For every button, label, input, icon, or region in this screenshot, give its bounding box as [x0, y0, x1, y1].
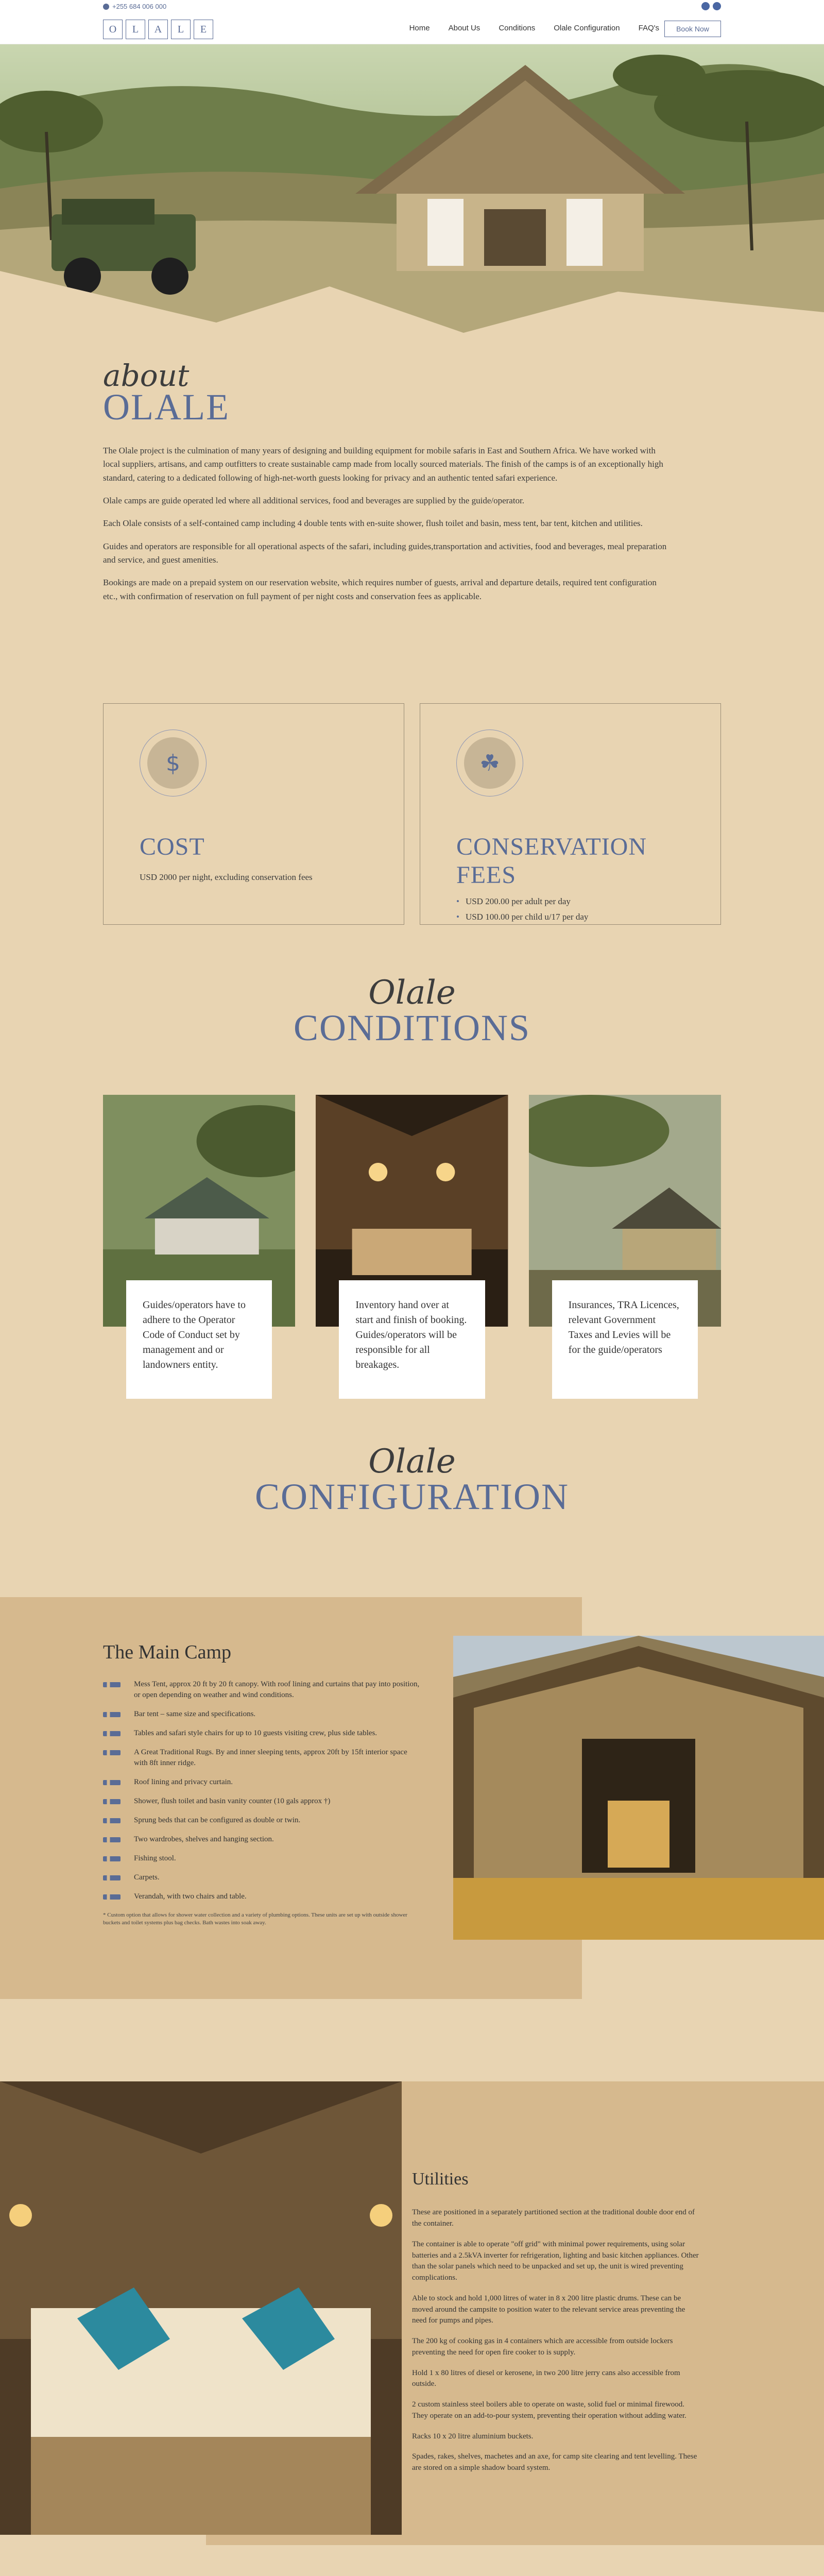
configuration-heading [0, 1445, 824, 1515]
nav-about[interactable]: About Us [448, 24, 480, 32]
conditions-list [103, 1095, 721, 1399]
hero-illustration [0, 44, 824, 333]
bedroom-photo [0, 2081, 402, 2535]
pricing-cards [103, 703, 721, 925]
utilities-title: Utilities [412, 2170, 469, 2189]
main-camp-item: Fishing stool. [103, 1853, 422, 1864]
cost-card [103, 703, 404, 925]
topbar [0, 0, 824, 12]
main-camp-item: A Great Traditional Rugs. By and inner sleeping tents, approx 20ft by 15ft interior space with 8ft inner ridge. [103, 1747, 422, 1769]
utilities-paragraph: Spades, rakes, shelves, machetes and an axe, for camp site clearing and tent levelling. These are stored on a simple shadow board system. [412, 2452, 697, 2472]
condition-card [316, 1095, 508, 1399]
nav-conditions[interactable]: Conditions [499, 24, 536, 32]
main-camp-item: Sprung beds that can be configured as double or twin. [103, 1815, 422, 1826]
hand-leaf-icon: ☘ [456, 730, 523, 796]
utilities-paragraph: The container is able to operate "off grid" with minimal power requirements, using solar batteries and a 2.5kVA inverter for refrigeration, lighting and basic kitchen appliances. Other than the solar panels which need to be unpacked and set up, the unit is wired preventing complications. [412, 2240, 699, 2282]
phone-link[interactable] [103, 3, 166, 10]
utilities-paragraph: These are positioned in a separately partitioned section at the traditional double door end of the container. [412, 2208, 695, 2228]
about-script-heading: about [103, 358, 190, 393]
cost-text: USD 2000 per night, excluding conservation fees [140, 872, 313, 882]
about-paragraph: Each Olale consists of a self-contained camp including 4 double tents with en-suite shower, flush toilet and basin, mess tent, bar tent, kitchen and utilities. [103, 518, 643, 529]
main-camp-item: Two wardrobes, shelves and hanging section. [103, 1834, 422, 1845]
main-camp-photo [453, 1636, 824, 1940]
main-camp-item: Tables and safari style chairs for up to 10 guests visiting crew, plus side tables. [103, 1728, 422, 1739]
main-camp-section [103, 1641, 422, 1927]
condition-note: Guides/operators have to adhere to the Operator Code of Conduct set by management and or landowners entity. [126, 1280, 272, 1399]
main-camp-item: Shower, flush toilet and basin vanity counter (10 gals approx †) [103, 1796, 422, 1807]
hero-image [0, 44, 824, 333]
about-paragraph: Guides and operators are responsible for all operational aspects of the safari, including guides,transportation and activities, food and beverages, meal preparation and service, and guest amenities. [103, 541, 667, 565]
logo-letter: L [171, 20, 191, 39]
cost-title: COST [140, 833, 205, 860]
main-camp-footnote: * Custom option that allows for shower water collection and a variety of plumbing options. These units are set up with outside shower buckets and toilet systems plus bag checks. Bath wastes into soak away. [103, 1912, 407, 1926]
logo-letter: L [126, 20, 145, 39]
about-text [103, 444, 670, 603]
main-camp-item: Mess Tent, approx 20 ft by 20 ft canopy. With roof lining and curtains that pay into position, or open depending on weather and wind conditions. [103, 1679, 422, 1701]
book-now-button[interactable]: Book Now [664, 21, 721, 37]
condition-note: Inventory hand over at start and finish of booking. Guides/operators will be responsible for all breakages. [339, 1280, 485, 1399]
utilities-paragraph: Racks 10 x 20 litre aluminium buckets. [412, 2432, 534, 2441]
logo-letter: O [103, 20, 123, 39]
money-bag-icon: $ [140, 730, 207, 796]
phone-number: +255 684 006 000 [112, 3, 167, 10]
utilities-paragraph: The 200 kg of cooking gas in 4 containers which are accessible from outside lockers preventing the need for open fire cooker to is supply. [412, 2337, 673, 2357]
conditions-heading [0, 976, 824, 1046]
main-camp-item: Carpets. [103, 1872, 422, 1883]
nav-configuration[interactable]: Olale Configuration [554, 24, 620, 32]
logo[interactable] [103, 20, 213, 39]
main-camp-item: Bar tent – same size and specifications. [103, 1709, 422, 1720]
configuration-script: Olale [368, 1443, 456, 1481]
social-links [698, 2, 721, 13]
logo-letter: E [194, 20, 213, 39]
main-camp-item: Verandah, with two chairs and table. [103, 1891, 422, 1902]
condition-card [103, 1095, 295, 1399]
nav-home[interactable]: Home [409, 24, 430, 32]
main-camp-title: The Main Camp [103, 1641, 232, 1663]
conditions-script: Olale [368, 974, 456, 1012]
condition-note: Insurances, TRA Licences, relevant Government Taxes and Levies will be for the guide/operators [552, 1280, 698, 1399]
fee-item: • USD 200.00 per adult per day [456, 896, 684, 907]
main-camp-item: Roof lining and privacy curtain. [103, 1777, 422, 1788]
configuration-title: CONFIGURATION [254, 1476, 569, 1517]
logo-letter: A [148, 20, 168, 39]
about-paragraph: Bookings are made on a prepaid system on our reservation website, which requires number of guests, arrival and departure details, required tent configuration etc., with confirmation of reservation on full payment of per night costs and conservation fees as applicable. [103, 578, 657, 601]
nav-faqs[interactable]: FAQ's [638, 24, 659, 32]
fee-item: • USD 100.00 per child u/17 per day [456, 912, 684, 922]
conservation-fees-card [420, 703, 721, 925]
about-paragraph: The Olale project is the culmination of many years of designing and building equipment for mobile safaris in East and Southern Africa. We have worked with local suppliers, artisans, and camp outfitters to create sustainable camp made from locally sourced materials. The finish of the camps is of an exceptionally high standard, catering to a dedicated following of high-net-worth guests looking for privacy and an authentic tented safari experience. [103, 446, 663, 483]
utilities-section [412, 2166, 700, 2483]
condition-card [529, 1095, 721, 1399]
phone-icon [103, 4, 109, 10]
instagram-icon[interactable] [713, 2, 721, 10]
main-nav [409, 24, 659, 32]
main-camp-list [103, 1679, 422, 1902]
about-section [103, 358, 721, 613]
fees-list [456, 896, 684, 922]
fees-title: CONSERVATION FEES [456, 833, 647, 889]
about-paragraph: Olale camps are guide operated led where all additional services, food and beverages are supplied by the guide/operator. [103, 496, 525, 506]
conditions-title: CONDITIONS [294, 1007, 530, 1048]
facebook-icon[interactable] [701, 2, 710, 10]
header [0, 12, 824, 44]
utilities-paragraph: 2 custom stainless steel boilers able to operate on waste, solid fuel or minimal firewood. They operate on an add-to-pour system, preventing their operation without adding water. [412, 2400, 686, 2420]
about-title: OLALE [103, 386, 230, 428]
utilities-paragraph: Able to stock and hold 1,000 litres of water in 8 x 200 litre plastic drums. These can be moved around the campsite to position water to the relevant service areas preventing the need for pumps and pipes. [412, 2294, 685, 2325]
utilities-paragraph: Hold 1 x 80 litres of diesel or kerosene, in two 200 litre jerry cans also accessible from outside. [412, 2368, 680, 2388]
